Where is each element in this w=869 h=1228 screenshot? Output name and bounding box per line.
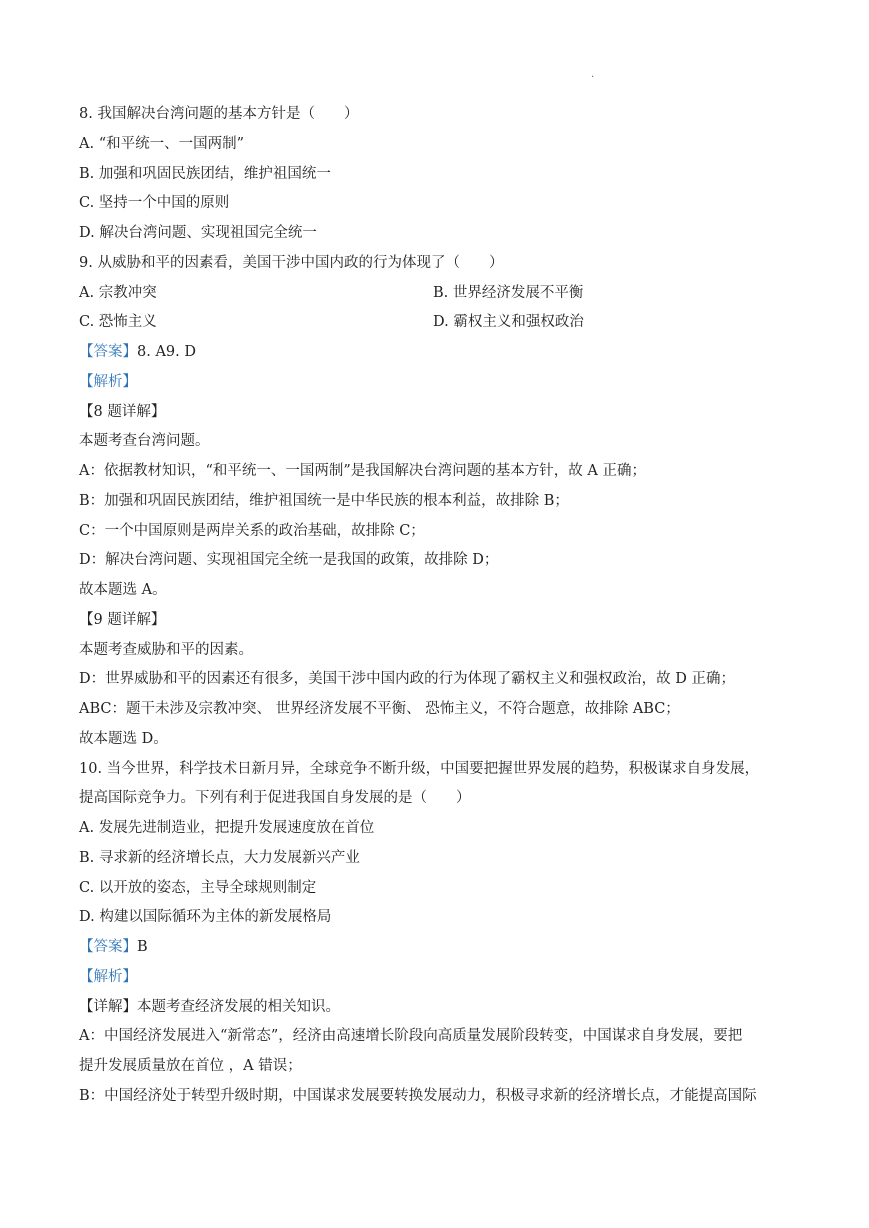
detail-9-line: ABC：题干未涉及宗教冲突、 世界经济发展不平衡、 恐怖主义，不符合题意，故排除 ABC；	[79, 701, 680, 717]
question-10-stem-line2: 提高国际竞争力。下列有利于促进我国自身发展的是（ ）	[79, 790, 471, 806]
question-8-option-b: B. 加强和巩固民族团结，维护祖国统一	[79, 166, 331, 182]
detail-8-line: 故本题选 A。	[79, 582, 167, 598]
detail-8-line: C：一个中国原则是两岸关系的政治基础，故排除 C；	[79, 523, 425, 539]
detail-9-line: D：世界威胁和平的因素还有很多，美国干涉中国内政的行为体现了霸权主义和强权政治，故 D 正确；	[79, 671, 735, 687]
answer-8-9	[79, 342, 196, 362]
question-9-option-b: B. 世界经济发展不平衡	[433, 285, 584, 301]
question-9-option-c: C. 恐怖主义	[79, 314, 157, 330]
answer-10	[79, 937, 148, 957]
detail-tag: 【详解】	[79, 999, 137, 1015]
detail-8-line: A：依据教材知识，“和平统一、一国两制”是我国解决台湾问题的基本方针，故 A 正确；	[79, 463, 646, 479]
detail-8-tag: 【8 题详解】	[79, 404, 166, 420]
header-mark: ·	[591, 72, 595, 83]
analysis-tag: 【解析】	[79, 969, 137, 985]
detail-9-line: 本题考查威胁和平的因素。	[79, 642, 253, 658]
detail-8-line: B：加强和巩固民族团结，维护祖国统一是中华民族的根本利益，故排除 B；	[79, 493, 569, 509]
question-9-option-a: A. 宗教冲突	[79, 285, 157, 301]
question-10-option-d: D. 构建以国际循环为主体的新发展格局	[79, 909, 332, 925]
detail-text: 本题考查经济发展的相关知识。	[137, 999, 340, 1015]
detail-9-line: 故本题选 D。	[79, 731, 168, 747]
detail-10-line: A：中国经济发展进入“新常态”，经济由高速增长阶段向高质量发展阶段转变，中国谋求自身发展，要把	[79, 1028, 743, 1044]
detail-8-line: D：解决台湾问题、实现祖国完全统一是我国的政策，故排除 D；	[79, 552, 499, 568]
analysis-tag: 【解析】	[79, 374, 137, 390]
question-10-option-c: C. 以开放的姿态，主导全球规则制定	[79, 880, 317, 896]
detail-8-line: 本题考查台湾问题。	[79, 433, 210, 449]
question-10-stem-line1: 10. 当今世界，科学技术日新月异，全球竞争不断升级，中国要把握世界发展的趋势，积极谋求自身发展，	[79, 761, 760, 777]
detail-9-tag: 【9 题详解】	[79, 612, 166, 628]
question-8-option-d: D. 解决台湾问题、实现祖国完全统一	[79, 225, 317, 241]
detail-10-first	[79, 997, 340, 1017]
question-10-option-b: B. 寻求新的经济增长点，大力发展新兴产业	[79, 850, 360, 866]
detail-10-line: 提升发展质量放在首位 ，A 错误；	[79, 1058, 302, 1074]
question-8-option-a: A. “和平统一、一国两制”	[79, 136, 245, 152]
answer-tag: 【答案】	[79, 939, 137, 955]
answer-tag: 【答案】	[79, 344, 137, 360]
question-10-option-a: A. 发展先进制造业，把提升发展速度放在首位	[79, 820, 375, 836]
question-8-option-c: C. 坚持一个中国的原则	[79, 195, 230, 211]
question-9-option-d: D. 霸权主义和强权政治	[433, 314, 584, 330]
question-9-stem: 9. 从威胁和平的因素看，美国干涉中国内政的行为体现了（ ）	[79, 255, 504, 271]
answer-text: 8. A9. D	[137, 344, 196, 360]
detail-10-line: B：中国经济处于转型升级时期，中国谋求发展要转换发展动力，积极寻求新的经济增长点，才能提高国际	[79, 1088, 757, 1104]
answer-text: B	[137, 939, 148, 955]
question-8-stem: 8. 我国解决台湾问题的基本方针是（ ）	[79, 106, 359, 122]
